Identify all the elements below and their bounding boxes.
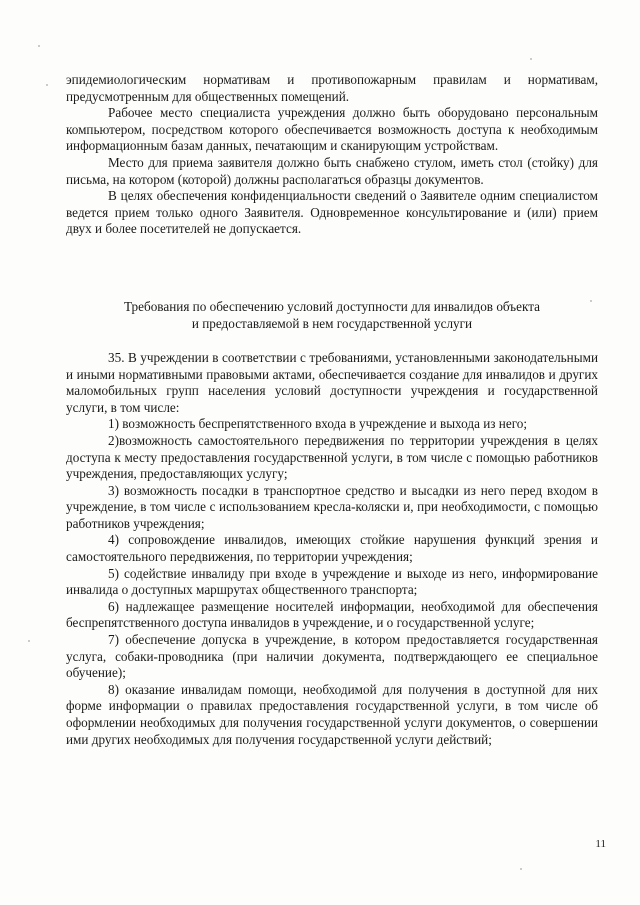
page-number: 11 [595, 838, 606, 850]
list-item-6: 6) надлежащее размещение носителей информации, необходимой для обеспечения беспрепятственного доступа инвалидов в учреждение, и о государственной услуге; [66, 598, 598, 631]
list-item-2: 2)возможность самостоятельного передвижения по территории учреждения в целях доступа к месту предоставления государственной услуги, в том числе с помощью работников учреждения, предоставляющих услугу; [66, 432, 598, 482]
list-item-1: 1) возможность беспрепятственного входа в учреждение и выхода из него; [108, 416, 528, 432]
paragraph-sanitary-norms: эпидемиологическим нормативам и противопожарным правилам и нормативам, предусмотренным для общественных помещений. [66, 72, 598, 104]
scan-speck [38, 45, 40, 47]
paragraph-reception-place: Место для приема заявителя должно быть снабжено стулом, иметь стол (стойку) для письма, на котором (которой) должны располагаться образцы документов. [66, 154, 598, 187]
scan-speck [520, 868, 522, 870]
section-heading-line-1: Требования по обеспечению условий доступности для инвалидов объекта [124, 298, 540, 314]
paragraph-workplace: Рабочее место специалиста учреждения должно быть оборудовано персональным компьютером, посредством которого обеспечивается возможность доступа к необходимым информационным базам данных, печатающим и сканирующим устройствам. [66, 105, 598, 154]
section-heading [66, 298, 598, 332]
list-item-5: 5) содействие инвалиду при входе в учреждение и выходе из него, информирование инвалида о доступных маршрутах общественного транспорта; [66, 565, 598, 598]
list-item-3: 3) возможность посадки в транспортное средство и высадки из него перед входом в учреждение, в том числе с использованием кресла-коляски и, при необходимости, с помощью работников учреждения; [66, 482, 598, 531]
paragraph-item-35: 35. В учреждении в соответствии с требованиями, установленными законодательными и иными нормативными правовыми актами, обеспечивается создание для инвалидов и других маломобильных групп населения условий доступности учреждения и государственной услуги, в том числе: [66, 349, 598, 415]
scan-speck [28, 640, 30, 642]
paragraph-confidentiality: В целях обеспечения конфиденциальности сведений о Заявителе одним специалистом ведется прием только одного Заявителя. Одновременное консультирование и (или) прием двух и более посетителей не допускается. [66, 188, 598, 237]
list-item-4: 4) сопровождение инвалидов, имеющих стойкие нарушения функций зрения и самостоятельного передвижения, по территории учреждения; [66, 532, 598, 565]
scan-speck [590, 300, 592, 302]
document-body [66, 72, 598, 748]
section-heading-line-2: и предоставляемой в нем государственной услуги [191, 315, 473, 331]
scan-speck [530, 58, 532, 60]
list-item-8: 8) оказание инвалидам помощи, необходимой для получения в доступной для них форме информации о правилах предоставления государственной услуги, в том числе об оформлении необходимых для получения государственной услуги документов, о совершении ими других необходимых для получения государственной услуги действий; [66, 681, 598, 747]
scan-speck [46, 84, 48, 86]
list-item-7: 7) обеспечение допуска в учреждение, в котором предоставляется государственная услуга, собаки-проводника (при наличии документа, подтверждающего ее специальное обучение); [66, 632, 598, 681]
